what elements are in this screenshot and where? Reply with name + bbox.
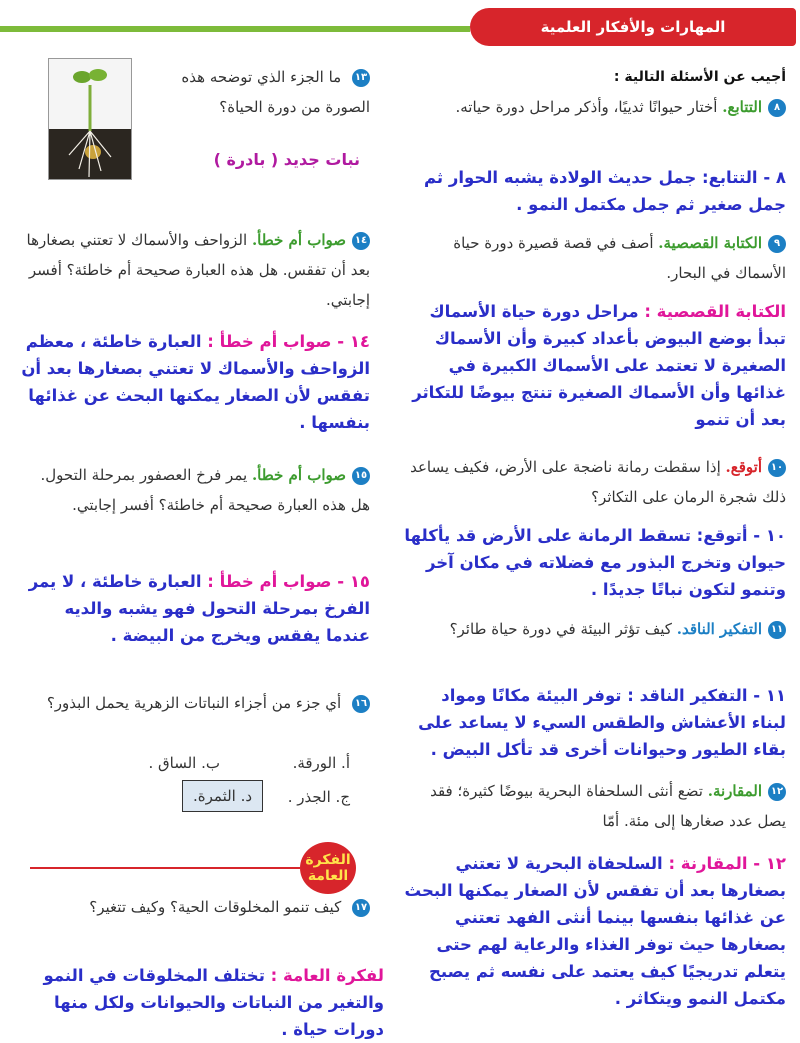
question-14 <box>20 225 370 315</box>
answer-title: الكتابة القصصية : <box>644 302 786 321</box>
question-16 <box>20 688 370 718</box>
answer-15 <box>20 568 370 649</box>
question-text: كيف تنمو المخلوقات الحية؟ وكيف تتغير؟ <box>89 898 342 916</box>
instructions: أجيب عن الأسئلة التالية : <box>613 69 786 85</box>
question-text: كيف تؤثر البيئة في دورة حياة طائر؟ <box>449 620 672 638</box>
question-number: ١٥ <box>352 467 370 485</box>
question-text: يمر فرخ العصفور بمرحلة التحول. هل هذه العبارة صحيحة أم خاطئة؟ أفسر إجابتي. <box>40 466 370 514</box>
question-label: الكتابة القصصية. <box>658 234 762 252</box>
question-label: المقارنة. <box>707 782 762 800</box>
answer-text: السلحفاة البحرية لا تعتني بصغارها بعد أن تفقس لأن الصغار يمكنها البحث عن غذائها بنفسها بينما أنثى الفهد تعتني بصغارها حيث توفر الغذاء والرعاية لهم حتى يتعلم تدريجيًا كيف يعتمد على نفسه ثم يصبح مكتمل النمو ويتكاثر . <box>404 854 786 1008</box>
question-text: إذا سقطت رمانة ناضجة على الأرض، فكيف يساعد ذلك شجرة الرمان على التكاثر؟ <box>410 458 786 506</box>
answer-14 <box>20 328 370 436</box>
answer-11: ١١ - التفكير الناقد : توفر البيئة مكانًا ومواد لبناء الأعشاش والطقس السيء لا يساعد على بقاء الطيور وحيوانات أخرى قد تأكل البيض . <box>418 686 786 759</box>
question-text: الزواحف والأسماك لا تعتني بصغارها بعد أن تفقس. هل هذه العبارة صحيحة أم خاطئة؟ أفسر إجابتي. <box>26 231 370 309</box>
section-title-ribbon <box>470 8 796 46</box>
question-9 <box>406 228 786 288</box>
question-number: ٩ <box>768 235 786 253</box>
question-text: أختار حيوانًا ثدييًا، وأذكر مراحل دورة حياته. <box>455 98 718 116</box>
question-8 <box>406 92 786 122</box>
answer-text: العبارة خاطئة ، لا يمر الفرخ بمرحلة التحول فهو يشبه والديه عندما يفقس ويخرج من البيضة . <box>28 572 370 645</box>
choice-b: ب. الساق . <box>148 754 220 772</box>
answer-text: تختلف المخلوقات في النمو والتغير من النباتات والحيوانات ولكل منها دورات حياة . <box>43 966 384 1039</box>
question-label: التتابع. <box>722 98 762 116</box>
answer-title: ١٤ - صواب أم خطأ : <box>207 332 370 351</box>
answer-9 <box>396 298 786 433</box>
answer-10: ١٠ - أتوقع: تسقط الرمانة على الأرض قد يأكلها حيوان وتخرج البذور مع فضلاته في مكان آخر وتنمو لتكون نباتًا جديدًا . <box>404 526 786 599</box>
seedling-illustration <box>49 59 131 179</box>
section-divider <box>30 867 300 869</box>
question-number: ١١ <box>768 621 786 639</box>
question-label: التفكير الناقد. <box>676 620 762 638</box>
choice-c: ج. الجذر . <box>287 788 350 806</box>
answer-title: ١٥ - صواب أم خطأ : <box>207 572 370 591</box>
question-label: صواب أم خطأ. <box>251 231 346 249</box>
question-text: أي جزء من أجزاء النباتات الزهرية يحمل البذور؟ <box>46 694 342 712</box>
question-number: ١٤ <box>352 232 370 250</box>
question-number: ١٠ <box>768 459 786 477</box>
answer-12 <box>396 850 786 1012</box>
question-number: ١٣ <box>352 69 370 87</box>
question-text: ما الجزء الذي توضحه هذه الصورة من دورة الحياة؟ <box>181 68 370 116</box>
big-idea-badge: الفكرة العامة <box>300 842 356 894</box>
question-number: ٨ <box>768 99 786 117</box>
question-number: ١٦ <box>352 695 370 713</box>
question-label: صواب أم خطأ. <box>251 466 346 484</box>
choice-d-selected: د. الثمرة. <box>182 780 263 812</box>
choice-a: أ. الورقة. <box>292 754 350 772</box>
question-number: ١٧ <box>352 899 370 917</box>
question-number: ١٢ <box>768 783 786 801</box>
section-title: المهارات والأفكار العلمية <box>540 18 726 36</box>
seedling-image <box>48 58 132 180</box>
answer-text: مراحل دورة حياة الأسماك تبدأ بوضع البيوض بأعداد كبيرة وأن الأسماك الصغيرة لا تعتمد على الأسماك الكبيرة في غذائها وأن الأسماك الصغيرة تنتج بيوضًا للتكاثر بعد أن تنمو <box>412 302 786 429</box>
question-17 <box>20 892 370 922</box>
question-12 <box>406 776 786 836</box>
question-10 <box>406 452 786 512</box>
answer-8: ٨ - التتابع: جمل حديث الولادة يشبه الحوار ثم جمل صغير ثم جمل مكتمل النمو . <box>423 168 786 214</box>
question-11 <box>406 614 786 644</box>
answer-title: ١٢ - المقارنة : <box>668 854 786 873</box>
question-text: أصف في قصة قصيرة دورة حياة الأسماك في البحار. <box>453 234 786 282</box>
answer-text: العبارة خاطئة ، معظم الزواحف والأسماك لا تعتني بصغارها بعد أن تفقس لأن الصغار يمكنها البحث عن غذائها بنفسها . <box>21 332 370 432</box>
question-text: تضع أنثى السلحفاة البحرية بيوضًا كثيرة؛ فقد يصل عدد صغارها إلى مئة. أمّا <box>430 782 786 830</box>
question-15 <box>20 460 370 520</box>
question-13 <box>140 62 370 122</box>
header-green-bar <box>0 26 470 32</box>
answer-title: لفكرة العامة : <box>270 966 384 985</box>
question-label: أتوقع. <box>725 458 762 476</box>
answer-13: نبات جديد ( بادرة ) <box>213 150 360 169</box>
